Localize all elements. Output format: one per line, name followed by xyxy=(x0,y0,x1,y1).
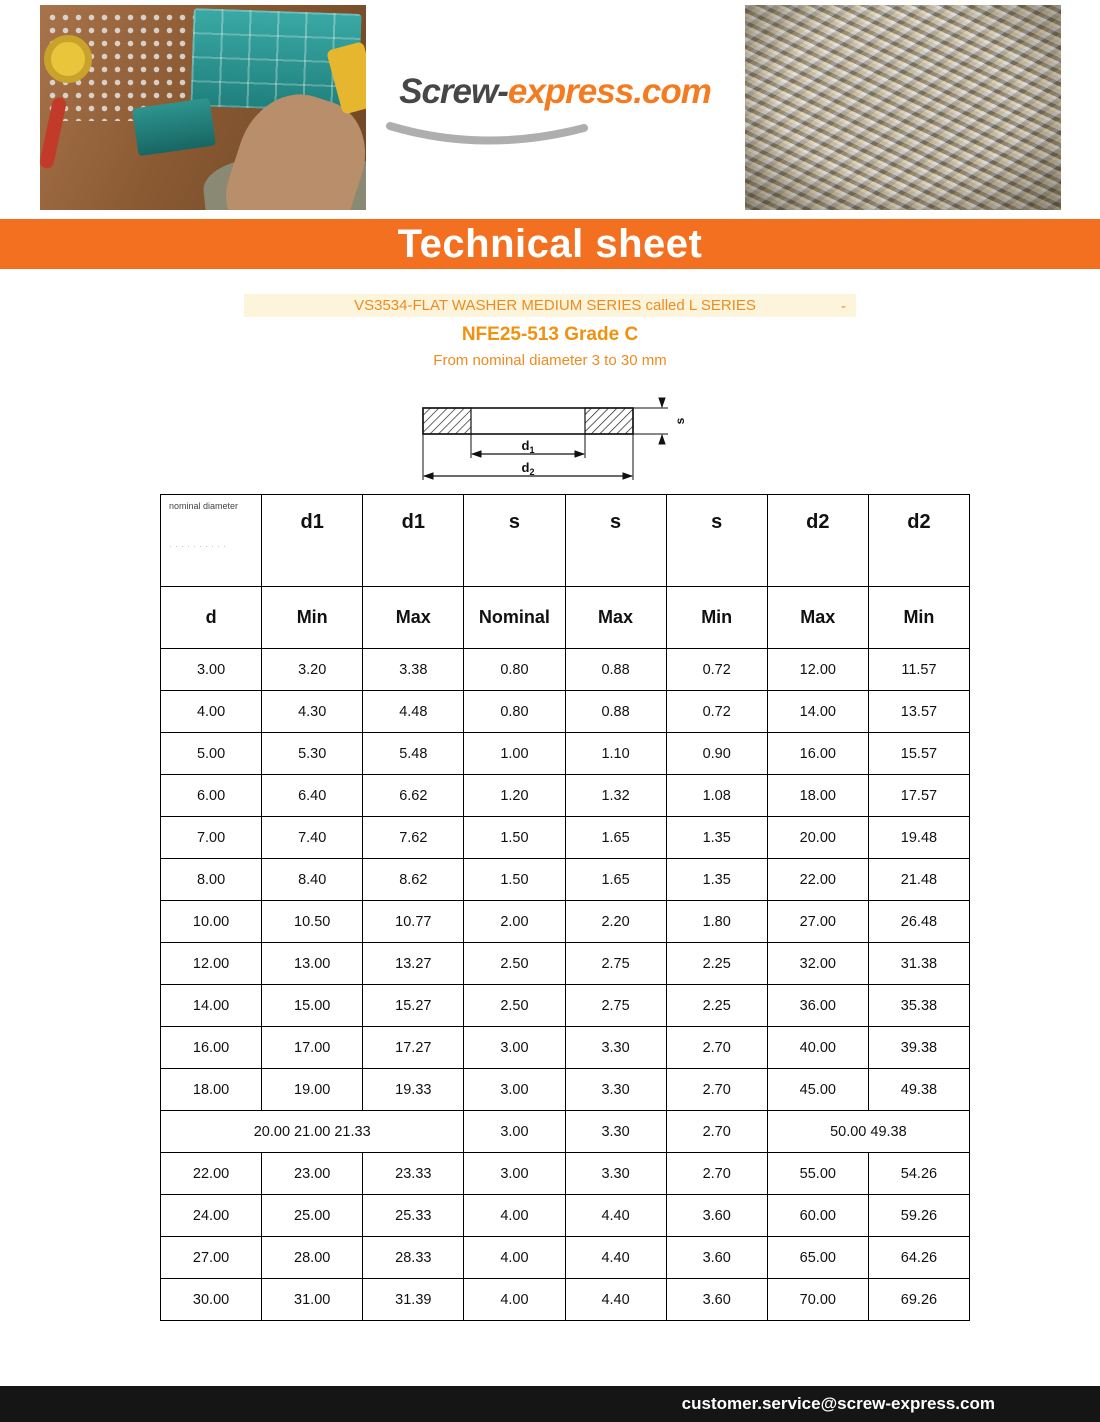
table-cell: 3.00 xyxy=(464,1111,565,1153)
column-sub-header: Min xyxy=(868,587,969,649)
table-cell: 1.50 xyxy=(464,859,565,901)
grade-title xyxy=(0,324,1100,346)
table-cell: 20.00 xyxy=(767,817,868,859)
table-cell: 3.30 xyxy=(565,1153,666,1195)
table-cell: 3.60 xyxy=(666,1237,767,1279)
table-cell: 2.00 xyxy=(464,901,565,943)
table-cell: 23.33 xyxy=(363,1153,464,1195)
table-cell: 3.00 xyxy=(464,1027,565,1069)
table-cell: 14.00 xyxy=(767,691,868,733)
table-cell: 16.00 xyxy=(161,1027,262,1069)
table-cell: 3.00 xyxy=(464,1153,565,1195)
table-cell: 2.75 xyxy=(565,985,666,1027)
table-cell: 2.25 xyxy=(666,943,767,985)
table-cell: 5.00 xyxy=(161,733,262,775)
table-cell: 60.00 xyxy=(767,1195,868,1237)
table-cell: 1.10 xyxy=(565,733,666,775)
washer-diagram xyxy=(408,396,698,486)
photo-vignette xyxy=(745,5,1061,210)
table-cell: 18.00 xyxy=(161,1069,262,1111)
table-cell: 15.57 xyxy=(868,733,969,775)
table-cell: 13.00 xyxy=(262,943,363,985)
table-cell: 4.40 xyxy=(565,1195,666,1237)
table-cell: 12.00 xyxy=(767,649,868,691)
d2-dimension-sub: 2 xyxy=(529,467,535,477)
table-cell: 3.38 xyxy=(363,649,464,691)
table-cell: 12.00 xyxy=(161,943,262,985)
table-cell: 4.00 xyxy=(161,691,262,733)
column-sub-header: Max xyxy=(565,587,666,649)
table-cell: 39.38 xyxy=(868,1027,969,1069)
column-sub-header: Min xyxy=(262,587,363,649)
table-cell: 28.00 xyxy=(262,1237,363,1279)
table-cell: 2.70 xyxy=(666,1111,767,1153)
series-title-text: VS3534-FLAT WASHER MEDIUM SERIES called L SERIES xyxy=(244,294,856,317)
table-cell: 50.00 49.38 xyxy=(767,1111,969,1153)
table-cell: 27.00 xyxy=(767,901,868,943)
column-group-header: s xyxy=(464,495,565,587)
table-cell: 31.38 xyxy=(868,943,969,985)
workbench-photo xyxy=(40,5,366,210)
table-cell: 21.48 xyxy=(868,859,969,901)
table-cell: 3.60 xyxy=(666,1195,767,1237)
footer-bar xyxy=(0,1386,1100,1422)
table-cell: 0.88 xyxy=(565,649,666,691)
table-cell: 45.00 xyxy=(767,1069,868,1111)
column-group-header: d1 xyxy=(262,495,363,587)
series-title-dash: - xyxy=(841,298,846,315)
table-cell: 0.88 xyxy=(565,691,666,733)
svg-text:d1 xyxy=(522,438,535,455)
table-cell: 24.00 xyxy=(161,1195,262,1237)
table-cell: 4.00 xyxy=(464,1237,565,1279)
table-row xyxy=(161,859,970,901)
table-cell: 10.50 xyxy=(262,901,363,943)
tape-measure-decoration xyxy=(44,35,92,83)
table-cell: 8.00 xyxy=(161,859,262,901)
table-cell: 0.80 xyxy=(464,649,565,691)
table-cell: 13.57 xyxy=(868,691,969,733)
table-cell: 54.26 xyxy=(868,1153,969,1195)
table-cell: 2.70 xyxy=(666,1153,767,1195)
table-cell: 2.50 xyxy=(464,943,565,985)
table-cell: 32.00 xyxy=(767,943,868,985)
table-cell: 1.50 xyxy=(464,817,565,859)
table-cell: 70.00 xyxy=(767,1279,868,1321)
table-cell: 2.20 xyxy=(565,901,666,943)
table-row xyxy=(161,1111,970,1153)
table-cell: 25.33 xyxy=(363,1195,464,1237)
table-cell: 1.35 xyxy=(666,817,767,859)
logo-text-express: express.com xyxy=(507,72,711,111)
table-cell: 17.57 xyxy=(868,775,969,817)
table-row xyxy=(161,1195,970,1237)
table-cell: 22.00 xyxy=(767,859,868,901)
nominal-diameter-label: nominal diameter xyxy=(169,501,239,511)
svg-text:d2 xyxy=(522,460,535,477)
table-row xyxy=(161,985,970,1027)
column-group-header: s xyxy=(565,495,666,587)
banner-title: Technical sheet xyxy=(397,221,703,266)
table-cell: 19.00 xyxy=(262,1069,363,1111)
table-cell: 2.70 xyxy=(666,1027,767,1069)
table-row xyxy=(161,901,970,943)
screwdriver-decoration xyxy=(40,96,67,169)
table-cell: 64.26 xyxy=(868,1237,969,1279)
table-cell: 4.00 xyxy=(464,1195,565,1237)
table-cell: 0.72 xyxy=(666,649,767,691)
column-group-header: s xyxy=(666,495,767,587)
table-cell: 3.60 xyxy=(666,1279,767,1321)
column-group-header: d1 xyxy=(363,495,464,587)
table-cell: 27.00 xyxy=(161,1237,262,1279)
table-cell: 10.00 xyxy=(161,901,262,943)
table-cell: 10.77 xyxy=(363,901,464,943)
table-cell: 3.30 xyxy=(565,1069,666,1111)
table-row xyxy=(161,817,970,859)
table-cell: 4.40 xyxy=(565,1279,666,1321)
table-cell: 7.62 xyxy=(363,817,464,859)
table-cell: 40.00 xyxy=(767,1027,868,1069)
table-cell: 36.00 xyxy=(767,985,868,1027)
table-row xyxy=(161,943,970,985)
table-cell: 6.00 xyxy=(161,775,262,817)
table-cell: 1.65 xyxy=(565,859,666,901)
table-cell: 2.25 xyxy=(666,985,767,1027)
column-sub-header: Nominal xyxy=(464,587,565,649)
table-cell: 15.00 xyxy=(262,985,363,1027)
grade-title-text: NFE25-513 Grade C xyxy=(461,324,639,345)
screws-pile-photo xyxy=(745,5,1061,210)
table-cell: 13.27 xyxy=(363,943,464,985)
table-row xyxy=(161,1069,970,1111)
table-cell: 11.57 xyxy=(868,649,969,691)
table-cell: 6.62 xyxy=(363,775,464,817)
table-cell: 4.40 xyxy=(565,1237,666,1279)
column-group-header: d2 xyxy=(868,495,969,587)
table-cell: 4.30 xyxy=(262,691,363,733)
table-cell: 16.00 xyxy=(767,733,868,775)
logo xyxy=(370,72,740,148)
table-cell: 35.38 xyxy=(868,985,969,1027)
range-subtitle xyxy=(0,352,1100,369)
logo-text-screw: Screw- xyxy=(399,72,508,111)
column-sub-header: Max xyxy=(767,587,868,649)
table-cell: 49.38 xyxy=(868,1069,969,1111)
table-row xyxy=(161,1279,970,1321)
table-row xyxy=(161,1153,970,1195)
table-cell: 17.27 xyxy=(363,1027,464,1069)
table-cell: 65.00 xyxy=(767,1237,868,1279)
table-cell: 30.00 xyxy=(161,1279,262,1321)
table-cell: 0.90 xyxy=(666,733,767,775)
table-cell: 55.00 xyxy=(767,1153,868,1195)
d2-dimension-label: d xyxy=(521,460,530,475)
table-cell: 14.00 xyxy=(161,985,262,1027)
table-cell: 1.65 xyxy=(565,817,666,859)
table-sub-header-row xyxy=(161,587,970,649)
screw-tray-decoration xyxy=(132,98,216,156)
table-cell: 17.00 xyxy=(262,1027,363,1069)
table-cell: 0.72 xyxy=(666,691,767,733)
table-cell: 2.70 xyxy=(666,1069,767,1111)
table-cell: 5.30 xyxy=(262,733,363,775)
dimension-table xyxy=(160,494,970,1321)
table-row xyxy=(161,649,970,691)
table-row xyxy=(161,733,970,775)
table-cell: 2.50 xyxy=(464,985,565,1027)
table-cell: 1.80 xyxy=(666,901,767,943)
table-cell: 7.40 xyxy=(262,817,363,859)
table-cell: 1.00 xyxy=(464,733,565,775)
table-cell: 8.62 xyxy=(363,859,464,901)
table-cell: 3.00 xyxy=(161,649,262,691)
table-cell: 28.33 xyxy=(363,1237,464,1279)
table-cell: 4.48 xyxy=(363,691,464,733)
table-cell: 25.00 xyxy=(262,1195,363,1237)
table-cell: 8.40 xyxy=(262,859,363,901)
table-row xyxy=(161,775,970,817)
table-cell: 18.00 xyxy=(767,775,868,817)
table-cell: 3.30 xyxy=(565,1111,666,1153)
table-cell: 31.00 xyxy=(262,1279,363,1321)
table-cell: 1.20 xyxy=(464,775,565,817)
table-cell: 59.26 xyxy=(868,1195,969,1237)
column-sub-header: Min xyxy=(666,587,767,649)
table-cell: 1.08 xyxy=(666,775,767,817)
series-title xyxy=(0,297,1100,314)
table-cell: 69.26 xyxy=(868,1279,969,1321)
column-sub-header: Max xyxy=(363,587,464,649)
table-cell: 26.48 xyxy=(868,901,969,943)
table-cell: 3.20 xyxy=(262,649,363,691)
table-cell: 19.48 xyxy=(868,817,969,859)
table-cell: 4.00 xyxy=(464,1279,565,1321)
table-cell: 3.30 xyxy=(565,1027,666,1069)
table-group-header-row xyxy=(161,495,970,587)
contact-email: customer.service@screw-express.com xyxy=(681,1394,995,1413)
logo-text xyxy=(370,72,740,112)
table-cell: 22.00 xyxy=(161,1153,262,1195)
table-cell: 31.39 xyxy=(363,1279,464,1321)
table-cell: 15.27 xyxy=(363,985,464,1027)
column-group-header: d2 xyxy=(767,495,868,587)
table-cell: 3.00 xyxy=(464,1069,565,1111)
banner xyxy=(0,219,1100,269)
washer-diagram-container xyxy=(408,396,698,491)
table-cell: 2.75 xyxy=(565,943,666,985)
table-cell: 1.32 xyxy=(565,775,666,817)
corner-dots: ·········· xyxy=(169,541,229,551)
table-cell: 1.35 xyxy=(666,859,767,901)
s-dimension-label: s xyxy=(673,417,687,425)
table-body xyxy=(161,649,970,1321)
column-sub-header: d xyxy=(161,587,262,649)
corner-cell xyxy=(161,495,262,587)
range-subtitle-text: From nominal diameter 3 to 30 mm xyxy=(433,352,667,369)
table-cell: 5.48 xyxy=(363,733,464,775)
table-cell: 6.40 xyxy=(262,775,363,817)
d1-dimension-sub: 1 xyxy=(529,445,535,455)
d1-dimension-label: d xyxy=(521,438,530,453)
table-cell: 23.00 xyxy=(262,1153,363,1195)
table-cell: 7.00 xyxy=(161,817,262,859)
table-row xyxy=(161,691,970,733)
table-cell: 19.33 xyxy=(363,1069,464,1111)
table-cell: 0.80 xyxy=(464,691,565,733)
logo-swoosh-icon xyxy=(384,120,594,148)
table-row xyxy=(161,1027,970,1069)
table-cell: 20.00 21.00 21.33 xyxy=(161,1111,464,1153)
table-row xyxy=(161,1237,970,1279)
